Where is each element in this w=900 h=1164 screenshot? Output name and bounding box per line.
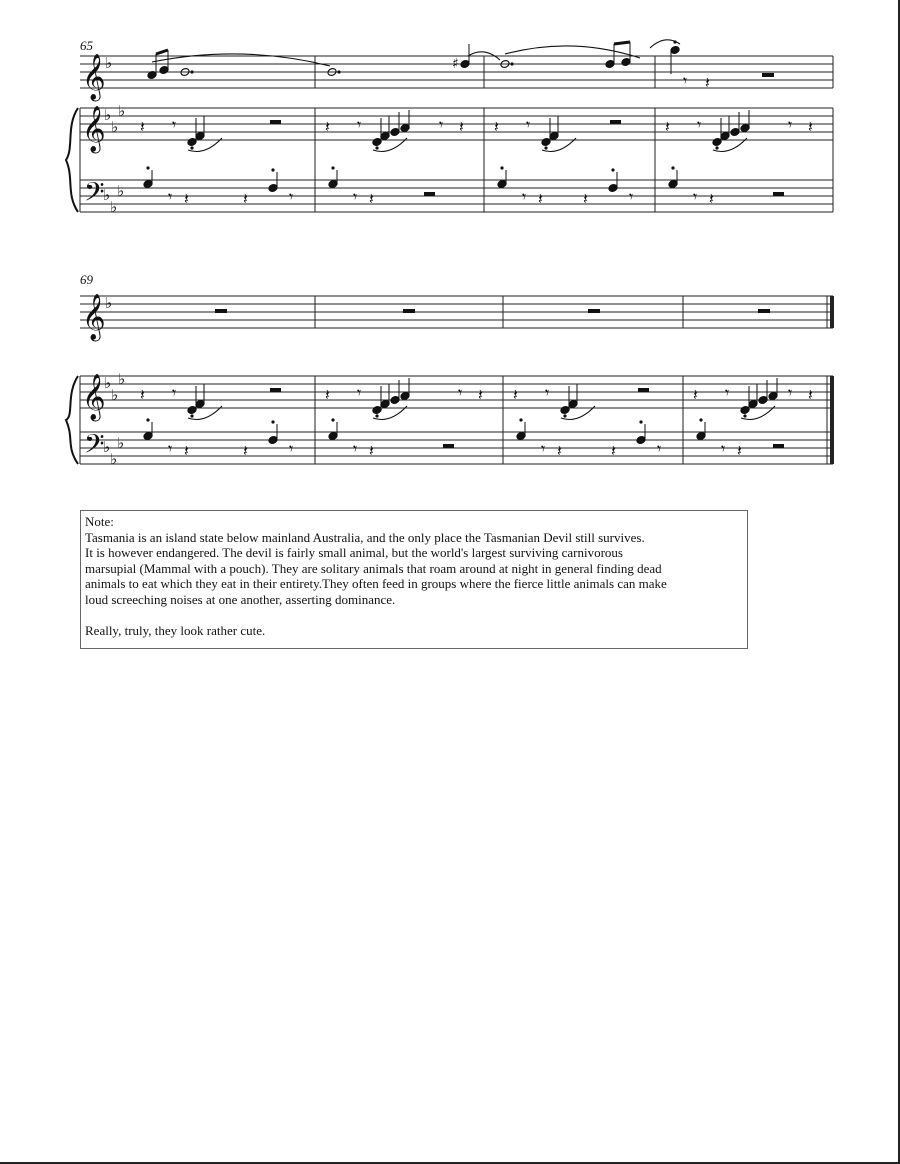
eighth-rest-icon: 𝄾 bbox=[168, 187, 173, 206]
eighth-rest-icon: 𝄾 bbox=[168, 439, 173, 458]
eighth-rest-icon: 𝄾 bbox=[725, 383, 730, 402]
quarter-rest-icon: 𝄽 bbox=[808, 117, 813, 136]
staccato-dot bbox=[271, 168, 274, 171]
note-line: animals to eat which they eat in their entirety.They often feed in groups where the fierce little animals can make bbox=[85, 576, 667, 591]
quarter-rest-icon: 𝄽 bbox=[709, 189, 714, 208]
staccato-dot bbox=[639, 420, 642, 423]
eighth-rest-icon: 𝄾 bbox=[439, 115, 444, 134]
staccato-dot bbox=[611, 168, 614, 171]
eighth-rest-icon: 𝄾 bbox=[693, 187, 698, 206]
bass-clef-icon: 𝄢 bbox=[84, 428, 105, 466]
flat-icon: ♭ bbox=[117, 434, 125, 452]
flat-icon: ♭ bbox=[110, 198, 118, 216]
eighth-rest-icon: 𝄾 bbox=[683, 71, 688, 90]
flat-icon: ♭ bbox=[103, 438, 111, 456]
measure-number-69: 69 bbox=[80, 272, 93, 287]
treble-clef-icon: 𝄞 bbox=[82, 294, 106, 340]
note-line: loud screeching noises at one another, asserting dominance. bbox=[85, 591, 396, 607]
note-line: It is however endangered. The devil is fairly small animal, but the world's largest surviving carnivorous bbox=[85, 545, 623, 560]
staccato-dot bbox=[699, 418, 702, 421]
beam bbox=[156, 50, 168, 54]
brace bbox=[66, 108, 78, 212]
staccato-dot bbox=[563, 414, 566, 417]
quarter-rest-icon: 𝄽 bbox=[325, 117, 330, 136]
staccato-dot bbox=[743, 414, 746, 417]
quarter-rest-icon: 𝄽 bbox=[184, 189, 189, 208]
eighth-rest-icon: 𝄾 bbox=[526, 115, 531, 134]
treble-clef-icon: 𝄞 bbox=[82, 54, 106, 100]
rest-symbol bbox=[443, 444, 454, 448]
rest-symbol bbox=[758, 309, 770, 313]
staccato-dot bbox=[375, 414, 378, 417]
staccato-dot bbox=[146, 166, 149, 169]
quarter-rest-icon: 𝄽 bbox=[369, 441, 374, 460]
flat-icon: ♭ bbox=[104, 106, 112, 124]
eighth-rest-icon: 𝄾 bbox=[172, 383, 177, 402]
rest-symbol bbox=[610, 120, 621, 124]
beam bbox=[614, 42, 630, 44]
flat-icon: ♭ bbox=[104, 374, 112, 392]
note-box bbox=[80, 510, 748, 649]
flat-icon: ♭ bbox=[117, 182, 125, 200]
note-heading: Note: bbox=[85, 514, 114, 529]
music-score bbox=[0, 0, 900, 500]
eighth-rest-icon: 𝄾 bbox=[788, 383, 793, 402]
flat-icon: ♭ bbox=[110, 450, 118, 468]
eighth-rest-icon: 𝄾 bbox=[357, 115, 362, 134]
quarter-rest-icon: 𝄽 bbox=[808, 385, 813, 404]
flat-icon: ♭ bbox=[105, 294, 113, 312]
staccato-dot bbox=[190, 146, 193, 149]
quarter-rest-icon: 𝄽 bbox=[513, 385, 518, 404]
staccato-dot bbox=[510, 62, 513, 65]
staccato-dot bbox=[190, 70, 193, 73]
flat-icon: ♭ bbox=[118, 370, 126, 388]
staccato-dot bbox=[519, 418, 522, 421]
eighth-rest-icon: 𝄾 bbox=[289, 439, 294, 458]
eighth-rest-icon: 𝄾 bbox=[541, 439, 546, 458]
rest-symbol bbox=[424, 192, 435, 196]
measure-number-65: 65 bbox=[80, 38, 93, 53]
rest-symbol bbox=[773, 444, 784, 448]
quarter-rest-icon: 𝄽 bbox=[494, 117, 499, 136]
flat-icon: ♭ bbox=[111, 118, 119, 136]
staccato-dot bbox=[500, 166, 503, 169]
rest-symbol bbox=[762, 73, 774, 77]
staccato-dot bbox=[146, 418, 149, 421]
eighth-rest-icon: 𝄾 bbox=[545, 383, 550, 402]
quarter-rest-icon: 𝄽 bbox=[325, 385, 330, 404]
bass-clef-icon: 𝄢 bbox=[84, 176, 105, 214]
quarter-rest-icon: 𝄽 bbox=[705, 73, 710, 92]
note-closing: Really, truly, they look rather cute. bbox=[85, 623, 266, 638]
quarter-rest-icon: 𝄽 bbox=[538, 189, 543, 208]
quarter-rest-icon: 𝄽 bbox=[184, 441, 189, 460]
eighth-rest-icon: 𝄾 bbox=[697, 115, 702, 134]
flat-icon: ♭ bbox=[111, 386, 119, 404]
rest-symbol bbox=[403, 309, 415, 313]
quarter-rest-icon: 𝄽 bbox=[140, 117, 145, 136]
staccato-dot bbox=[375, 146, 378, 149]
eighth-rest-icon: 𝄾 bbox=[721, 439, 726, 458]
quarter-rest-icon: 𝄽 bbox=[557, 441, 562, 460]
quarter-rest-icon: 𝄽 bbox=[611, 441, 616, 460]
quarter-rest-icon: 𝄽 bbox=[478, 385, 483, 404]
staccato-dot bbox=[715, 146, 718, 149]
rest-symbol bbox=[638, 388, 649, 392]
flat-icon: ♭ bbox=[118, 102, 126, 120]
eighth-rest-icon: 𝄾 bbox=[353, 187, 358, 206]
staccato-dot bbox=[331, 418, 334, 421]
staccato-dot bbox=[271, 420, 274, 423]
treble-clef-icon: 𝄞 bbox=[82, 106, 106, 152]
rest-symbol bbox=[270, 120, 281, 124]
note-line: Tasmania is an island state below mainland Australia, and the only place the Tasmanian Devil still survives. bbox=[85, 529, 645, 545]
eighth-rest-icon: 𝄾 bbox=[357, 383, 362, 402]
staccato-dot bbox=[331, 166, 334, 169]
quarter-rest-icon: 𝄽 bbox=[583, 189, 588, 208]
eighth-rest-icon: 𝄾 bbox=[629, 187, 634, 206]
quarter-rest-icon: 𝄽 bbox=[243, 441, 248, 460]
rest-symbol bbox=[270, 388, 281, 392]
treble-clef-icon: 𝄞 bbox=[82, 374, 106, 420]
quarter-rest-icon: 𝄽 bbox=[665, 117, 670, 136]
rest-symbol bbox=[588, 309, 600, 313]
staccato-dot bbox=[190, 414, 193, 417]
note-line: marsupial (Mammal with a pouch). They are solitary animals that roam around at night in general finding dead bbox=[85, 560, 662, 576]
sharp-icon: ♯ bbox=[452, 56, 459, 72]
eighth-rest-icon: 𝄾 bbox=[172, 115, 177, 134]
rest-symbol bbox=[215, 309, 227, 313]
eighth-rest-icon: 𝄾 bbox=[458, 383, 463, 402]
staccato-dot bbox=[337, 70, 340, 73]
staccato-dot bbox=[544, 146, 547, 149]
eighth-rest-icon: 𝄾 bbox=[353, 439, 358, 458]
eighth-rest-icon: 𝄾 bbox=[522, 187, 527, 206]
quarter-rest-icon: 𝄽 bbox=[693, 385, 698, 404]
rest-symbol bbox=[773, 192, 784, 196]
brace bbox=[66, 376, 78, 464]
eighth-rest-icon: 𝄾 bbox=[657, 439, 662, 458]
quarter-rest-icon: 𝄽 bbox=[140, 385, 145, 404]
flat-icon: ♭ bbox=[105, 54, 113, 72]
flat-icon: ♭ bbox=[103, 186, 111, 204]
quarter-rest-icon: 𝄽 bbox=[459, 117, 464, 136]
quarter-rest-icon: 𝄽 bbox=[243, 189, 248, 208]
eighth-rest-icon: 𝄾 bbox=[289, 187, 294, 206]
staccato-dot bbox=[671, 166, 674, 169]
quarter-rest-icon: 𝄽 bbox=[369, 189, 374, 208]
quarter-rest-icon: 𝄽 bbox=[737, 441, 742, 460]
eighth-rest-icon: 𝄾 bbox=[788, 115, 793, 134]
